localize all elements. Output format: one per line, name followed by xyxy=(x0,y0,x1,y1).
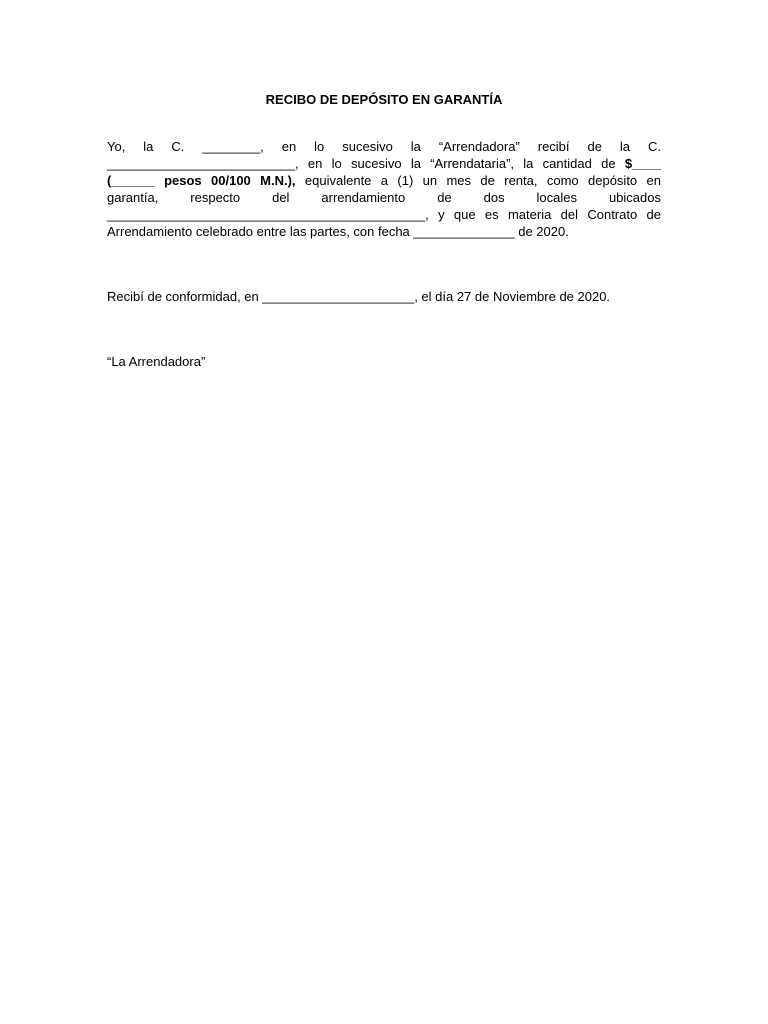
equivalence-text: equivalente a (1) un mes de renta, como depósito en xyxy=(295,173,661,188)
conformity-paragraph xyxy=(107,288,661,305)
receipt-paragraph xyxy=(107,138,661,240)
paragraph-line-1: Yo, la C. ________, en lo sucesivo la “Arrendadora” recibí de la C. xyxy=(107,139,661,154)
paragraph-line-3 xyxy=(107,172,661,189)
amount-blank: $____ xyxy=(624,156,661,171)
document-title: RECIBO DE DEPÓSITO EN GARANTÍA xyxy=(265,92,503,107)
paragraph-line-2 xyxy=(107,155,661,172)
paragraph-line-5: ____________________________________________, y que es materia del Contrato de xyxy=(107,207,661,222)
paragraph-line-6: Arrendamiento celebrado entre las partes, con fecha ______________ de 2020. xyxy=(107,224,569,239)
signature-block xyxy=(107,353,661,370)
amount-in-words: (______ pesos 00/100 M.N.), xyxy=(107,173,296,188)
arrendataria-text: __________________________, en lo sucesivo la “Arrendataria”, la cantidad de xyxy=(107,156,625,171)
conformity-line: Recibí de conformidad, en _____________________, el día 27 de Noviembre de 2020. xyxy=(107,289,611,304)
paragraph-line-4: garantía, respecto del arrendamiento de dos locales ubicados xyxy=(107,190,661,205)
signature-label: “La Arrendadora” xyxy=(107,354,206,369)
